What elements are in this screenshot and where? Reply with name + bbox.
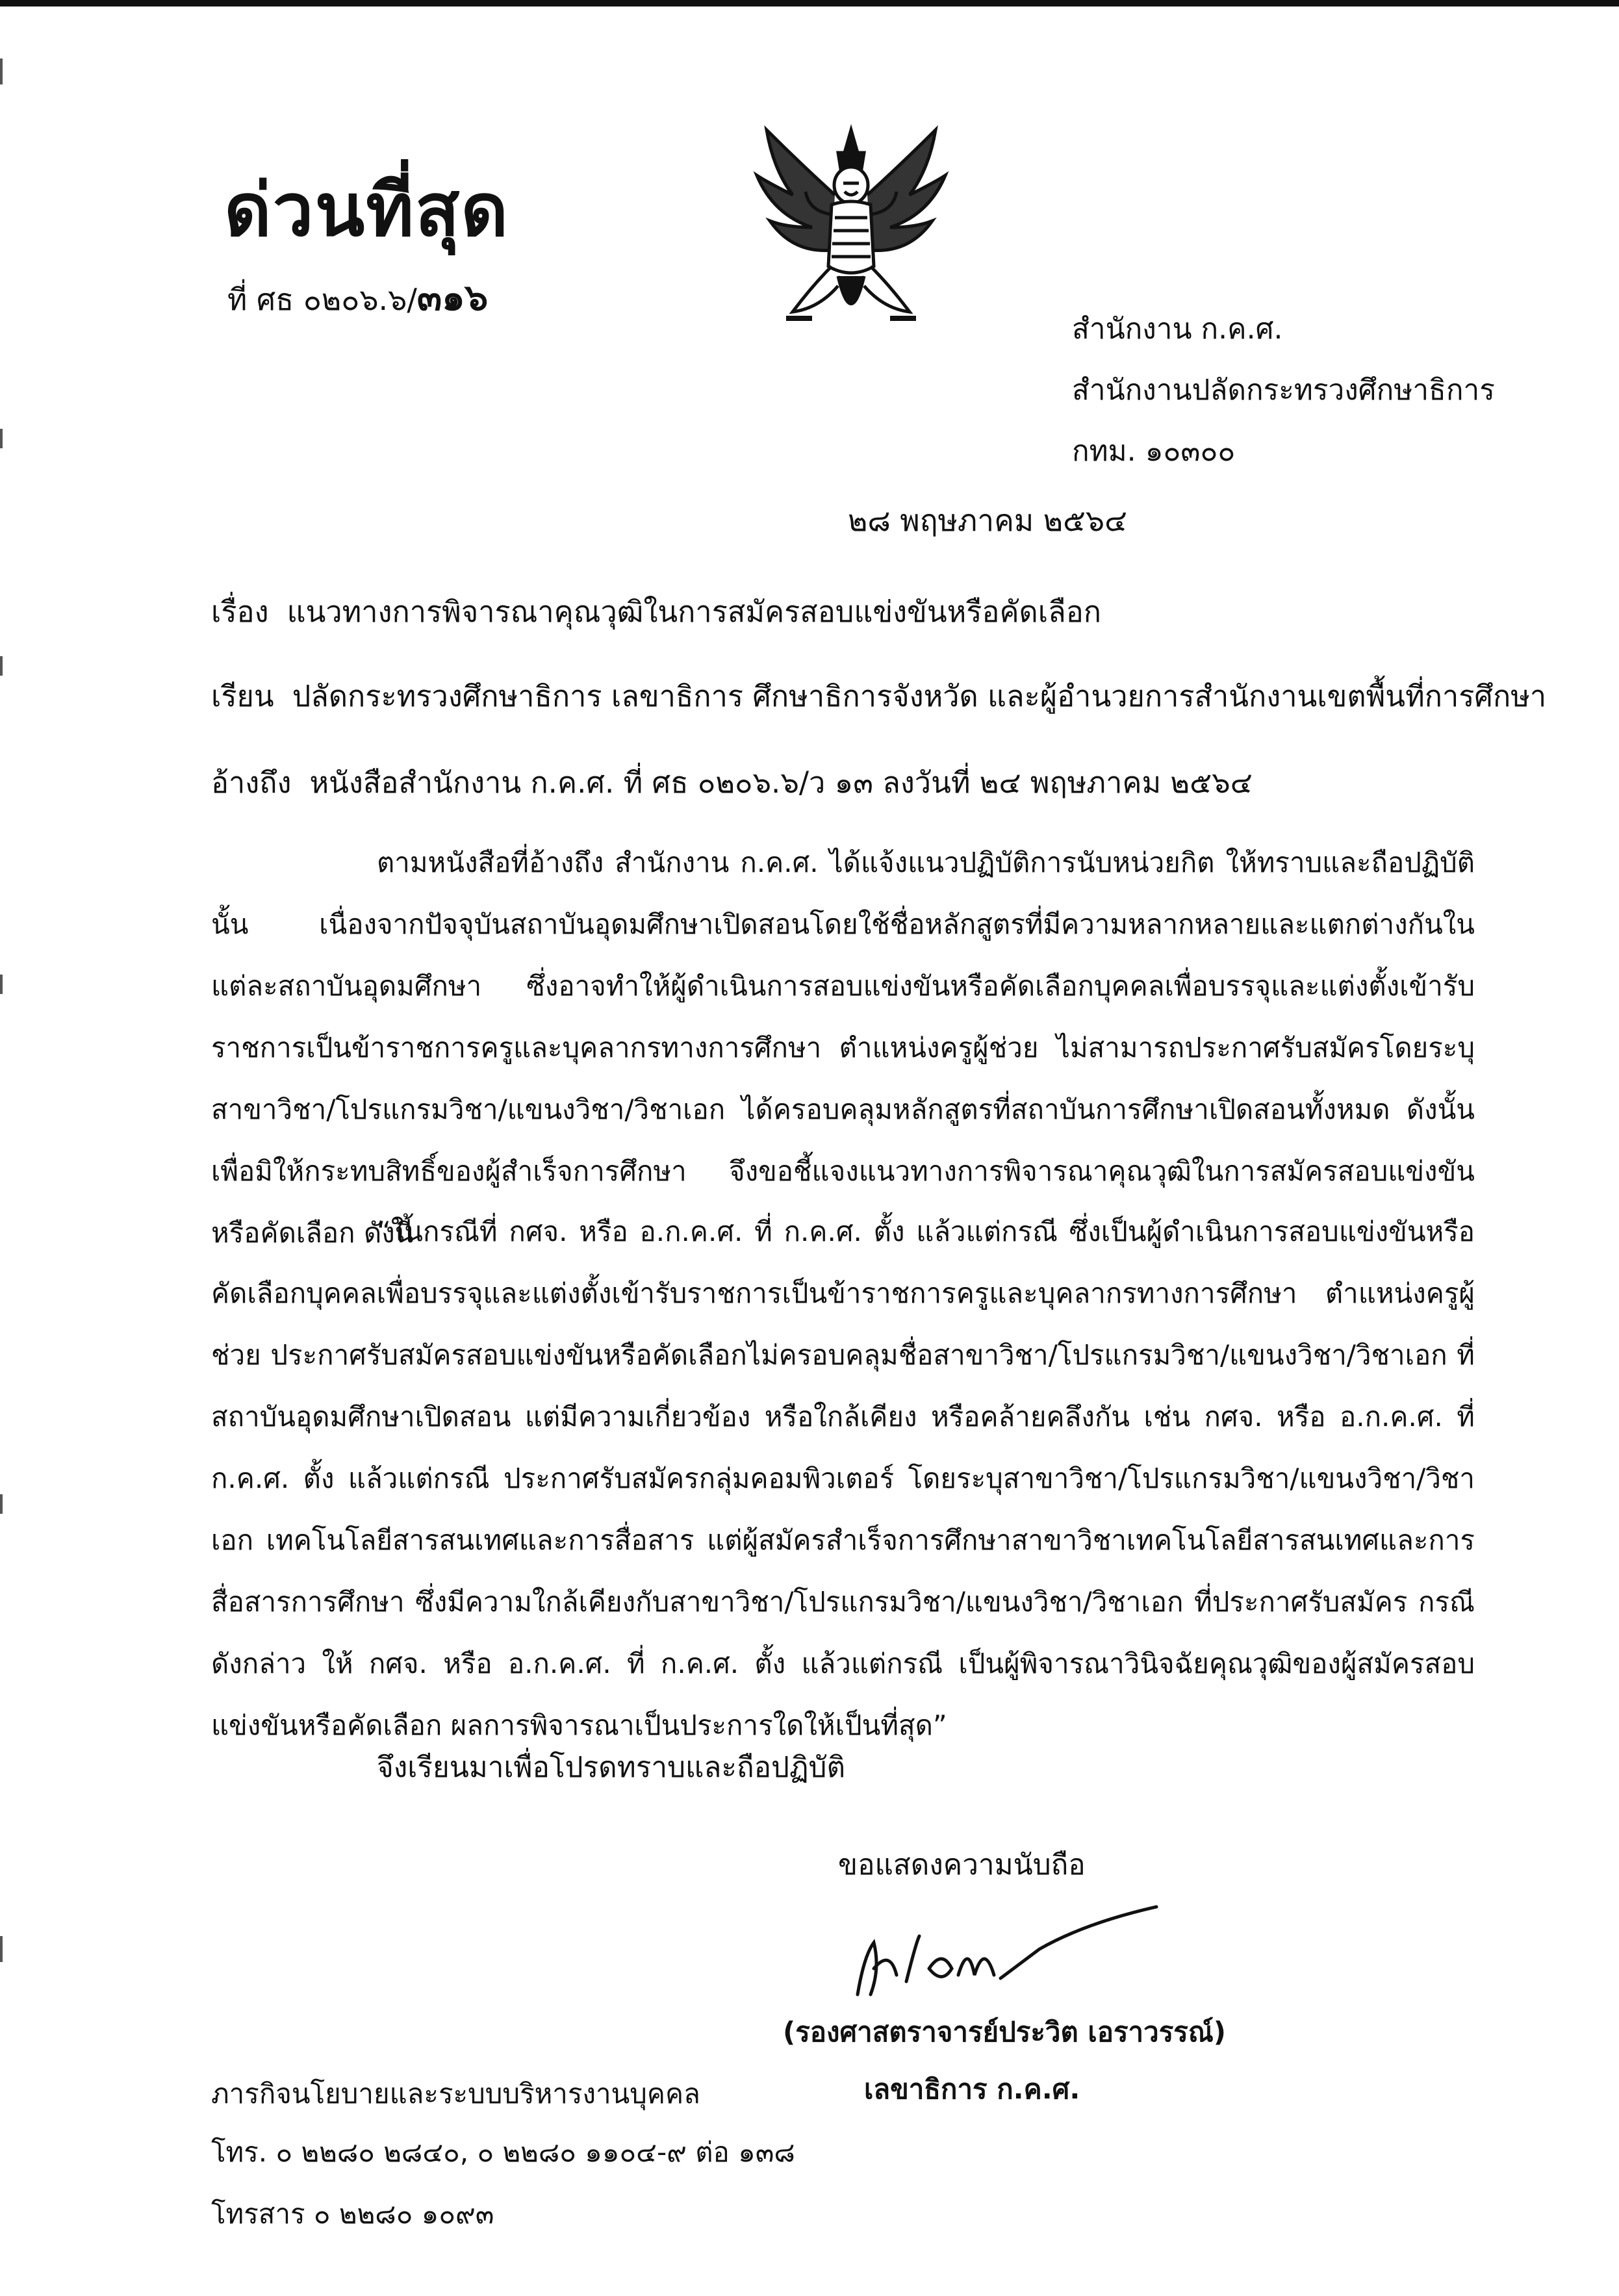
recipient-label: เรียน <box>211 679 274 713</box>
reference-text: หนังสือสำนักงาน ก.ค.ศ. ที่ ศธ ๐๒๐๖.๖/ว ๑๓ ลงวันที่ ๒๔ พฤษภาคม ๒๕๖๔ <box>309 765 1253 800</box>
scan-edge-mark <box>0 58 3 84</box>
issuer-office: สำนักงาน ก.ค.ศ. <box>1072 313 1283 346</box>
signer-name: (รองศาสตราจารย์ประวิต เอราวรรณ์) <box>783 2016 1226 2048</box>
issuer-address <box>1072 299 1495 482</box>
scan-edge-mark <box>0 1936 3 1962</box>
garuda-emblem-icon <box>747 123 955 338</box>
footer-fax: โทรสาร ๐ ๒๒๘๐ ๑๐๙๓ <box>211 2198 494 2230</box>
footer-phone: โทร. ๐ ๒๒๘๐ ๒๘๔๐, ๐ ๒๒๘๐ ๑๑๐๔-๙ ต่อ ๑๓๘ <box>211 2136 795 2168</box>
top-border-line <box>0 0 1619 6</box>
scan-edge-mark <box>0 656 3 676</box>
recipient-text: ปลัดกระทรวงศึกษาธิการ เลขาธิการ ศึกษาธิการจังหวัด และผู้อำนวยการสำนักงานเขตพื้นที่การศึกษา <box>292 679 1547 713</box>
signer-title: เลขาธิการ ก.ค.ศ. <box>864 2073 1080 2105</box>
issuer-city: กทม. ๑๐๓๐๐ <box>1072 435 1236 468</box>
reference-label: อ้างถึง <box>211 765 292 800</box>
issuer-ministry: สำนักงานปลัดกระทรวงศึกษาธิการ <box>1072 374 1495 407</box>
document-number <box>227 276 488 320</box>
document-number-prefix: ที่ ศธ ๐๒๐๖.๖/ <box>227 282 417 317</box>
handwritten-signature <box>845 1904 1182 2008</box>
footer-department: ภารกิจนโยบายและระบบบริหารงานบุคคล <box>211 2078 700 2110</box>
reference-line <box>211 759 1253 806</box>
complimentary-close: ขอแสดงความนับถือ <box>838 1848 1086 1881</box>
body-paragraph-1: ตามหนังสือที่อ้างถึง สำนักงาน ก.ค.ศ. ได้แจ้งแนวปฏิบัติการนับหน่วยกิต ให้ทราบและถือปฏิบัติ นั้น เนื่องจากปัจจุบันสถาบันอุดมศึกษาเปิดสอนโดยใช้ชื่อหลักสูตรที่มีความหลากหลายและแตกต่างกันในแต่ละสถาบันอุดมศึกษา ซึ่งอาจทำให้ผู้ดำเนินการสอบแข่งขันหรือคัดเลือกบุคคลเพื่อบรรจุและแต่งตั้งเข้ารับราชการเป็นข้าราชการครูและบุคลากรทางการศึกษา ตำแหน่งครูผู้ช่วย ไม่สามารถประกาศรับสมัครโดยระบุสาขาวิชา/โปรแกรมวิชา/แขนงวิชา/วิชาเอก ได้ครอบคลุมหลักสูตรที่สถาบันการศึกษาเปิดสอนทั้งหมด ดังนั้น เพื่อมิให้กระทบสิทธิ์ของผู้สำเร็จการศึกษา จึงขอชี้แจงแนวทางการพิจารณาคุณวุฒิในการสมัครสอบแข่งขันหรือคัดเลือก ดังนี้ <box>211 847 1475 1249</box>
recipient-line <box>211 672 1546 719</box>
scan-edge-mark <box>0 975 3 994</box>
scan-edge-mark <box>0 429 3 448</box>
subject-label: เรื่อง <box>211 594 269 629</box>
scan-edge-mark <box>0 1494 3 1514</box>
urgency-stamp: ด่วนที่สุด <box>224 168 510 253</box>
document-number-handwritten: ๓๑๖ <box>416 277 489 319</box>
document-date: ๒๘ พฤษภาคม ๒๕๖๔ <box>848 503 1127 538</box>
body-paragraph-2: “ในกรณีที่ กศจ. หรือ อ.ก.ค.ศ. ที่ ก.ค.ศ. ตั้ง แล้วแต่กรณี ซึ่งเป็นผู้ดำเนินการสอบแข่งขันหรือคัดเลือกบุคคลเพื่อบรรจุและแต่งตั้งเข้ารับราชการเป็นข้าราชการครูและบุคลากรทางการศึกษา ตำแหน่งครูผู้ช่วย ประกาศรับสมัครสอบแข่งขันหรือคัดเลือกไม่ครอบคลุมชื่อสาขาวิชา/โปรแกรมวิชา/แขนงวิชา/วิชาเอก ที่สถาบันอุดมศึกษาเปิดสอน แต่มีความเกี่ยวข้อง หรือใกล้เคียง หรือคล้ายคลึงกัน เช่น กศจ. หรือ อ.ก.ค.ศ. ที่ ก.ค.ศ. ตั้ง แล้วแต่กรณี ประกาศรับสมัครกลุ่มคอมพิวเตอร์ โดยระบุสาขาวิชา/โปรแกรมวิชา/แขนงวิชา/วิชาเอก เทคโนโลยีสารสนเทศและการสื่อสาร แต่ผู้สมัครสำเร็จการศึกษาสาขาวิชาเทคโนโลยีสารสนเทศและการสื่อสารการศึกษา ซึ่งมีความใกล้เคียงกับสาขาวิชา/โปรแกรมวิชา/แขนงวิชา/วิชาเอก ที่ประกาศรับสมัคร กรณีดังกล่าว ให้ กศจ. หรือ อ.ก.ค.ศ. ที่ ก.ค.ศ. ตั้ง แล้วแต่กรณี เป็นผู้พิจารณาวินิจฉัยคุณวุฒิของผู้สมัครสอบแข่งขันหรือคัดเลือก ผลการพิจารณาเป็นประการใดให้เป็นที่สุด” <box>211 1216 1475 1741</box>
subject-text: แนวทางการพิจารณาคุณวุฒิในการสมัครสอบแข่งขันหรือคัดเลือก <box>287 594 1101 629</box>
subject-line <box>211 588 1101 635</box>
closing-sentence: จึงเรียนมาเพื่อโปรดทราบและถือปฏิบัติ <box>377 1751 846 1784</box>
